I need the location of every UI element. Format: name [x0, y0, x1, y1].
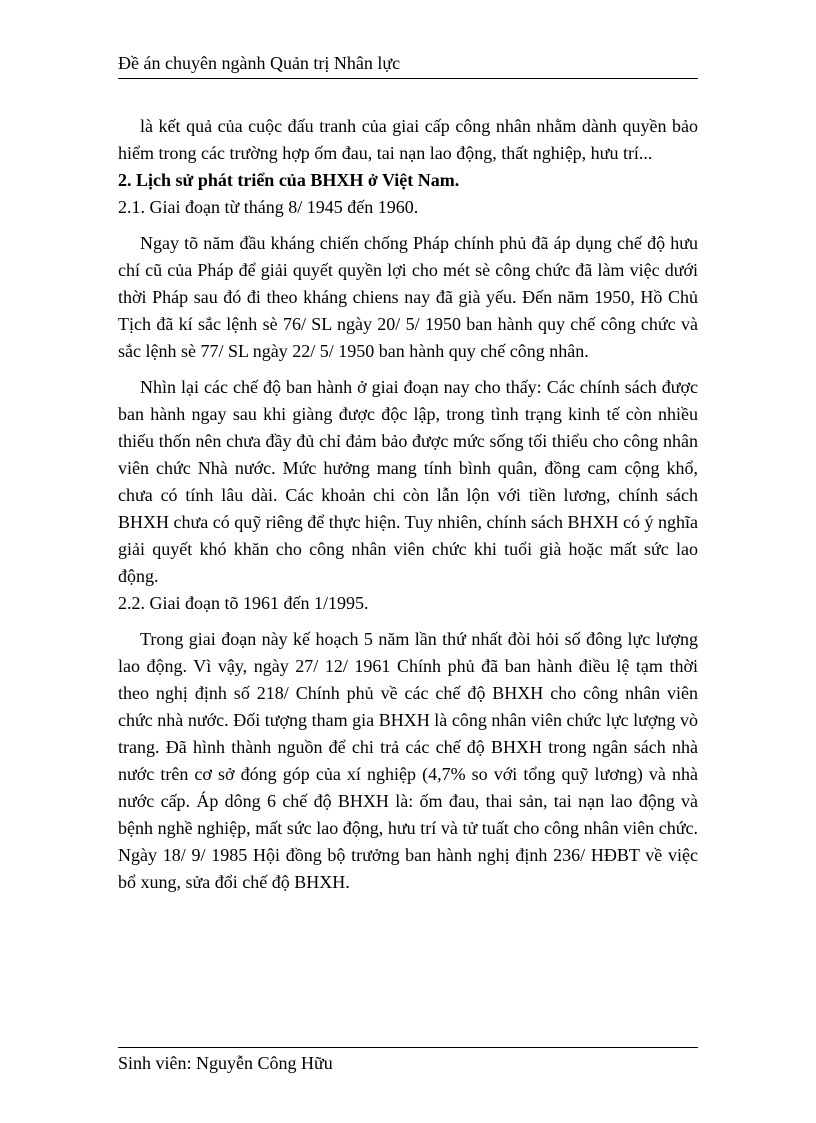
document-body: [118, 113, 698, 896]
subsection-heading-2-1: 2.1. Giai đoạn từ tháng 8/ 1945 đến 1960.: [118, 197, 419, 217]
section-heading-history: 2. Lịch sử phát triển của BHXH ở Việt Nam.: [118, 170, 460, 190]
paragraph-2-1-b: Nhìn lại các chế độ ban hành ở giai đoạn nay cho thấy: Các chính sách được ban hành ngay sau khi giàng được độc lập, trong tình trạng kinh tế còn nhiều thiếu thốn nên chưa đầy đủ chỉ đảm bảo được mức sống tối thiểu cho công nhân viên chức Nhà nước. Mức hưởng mang tính bình quân, đồng cam cộng khổ, chưa có tính lâu dài. Các khoản chi còn lẫn lộn với tiền lương, chính sách BHXH chưa có quỹ riêng để thực hiện. Tuy nhiên, chính sách BHXH có ý nghĩa giải quyết khó khăn cho công nhân viên chức khi tuổi già hoặc mất sức lao động.: [118, 377, 698, 586]
page-footer: [118, 1047, 698, 1074]
footer-student: Sinh viên: Nguyễn Công Hữu: [118, 1053, 333, 1073]
paragraph-intro: là kết quả của cuộc đấu tranh của giai cấp công nhân nhằm dành quyền bảo hiểm trong các trường hợp ốm đau, tai nạn lao động, thất nghiệp, hưu trí...: [118, 116, 698, 163]
paragraph-2-2: Trong giai đoạn này kế hoạch 5 năm lần thứ nhất đòi hỏi số đông lực lượng lao động. Vì vậy, ngày 27/ 12/ 1961 Chính phủ đã ban hành điều lệ tạm thời theo nghị định số 218/ Chính phủ về các chế độ BHXH cho công nhân viên chức nhà nước. Đối tượng tham gia BHXH là công nhân viên chức lực lượng vò trang. Đã hình thành nguồn để chi trả các chế độ BHXH trong ngân sách nhà nước trên cơ sở đóng góp của xí nghiệp (4,7% so với tổng quỹ lương) và nhà nước cấp. Áp dông 6 chế độ BHXH là: ốm đau, thai sản, tai nạn lao động và bệnh nghề nghiệp, mất sức lao động, hưu trí và tử tuất cho công nhân viên chức. Ngày 18/ 9/ 1985 Hội đồng bộ trưởng ban hành nghị định 236/ HĐBT về việc bổ xung, sửa đổi chế độ BHXH.: [118, 629, 698, 892]
subsection-heading-2-2: 2.2. Giai đoạn tõ 1961 đến 1/1995.: [118, 593, 369, 613]
paragraph-2-1-a: Ngay tõ năm đầu kháng chiến chống Pháp chính phủ đã áp dụng chế độ hưu chí cũ của Pháp để giải quyết quyền lợi cho mét sè công chức đã làm việc dưới thời Pháp sau đó đi theo kháng chiens nay đã già yếu. Đến năm 1950, Hồ Chủ Tịch đã kí sắc lệnh sè 76/ SL ngày 20/ 5/ 1950 ban hành quy chế công chức và sắc lệnh sè 77/ SL ngày 22/ 5/ 1950 ban hành quy chế công nhân.: [118, 233, 698, 361]
page-header: [118, 52, 698, 79]
header-title: Đề án chuyên ngành Quản trị Nhân lực: [118, 53, 401, 73]
